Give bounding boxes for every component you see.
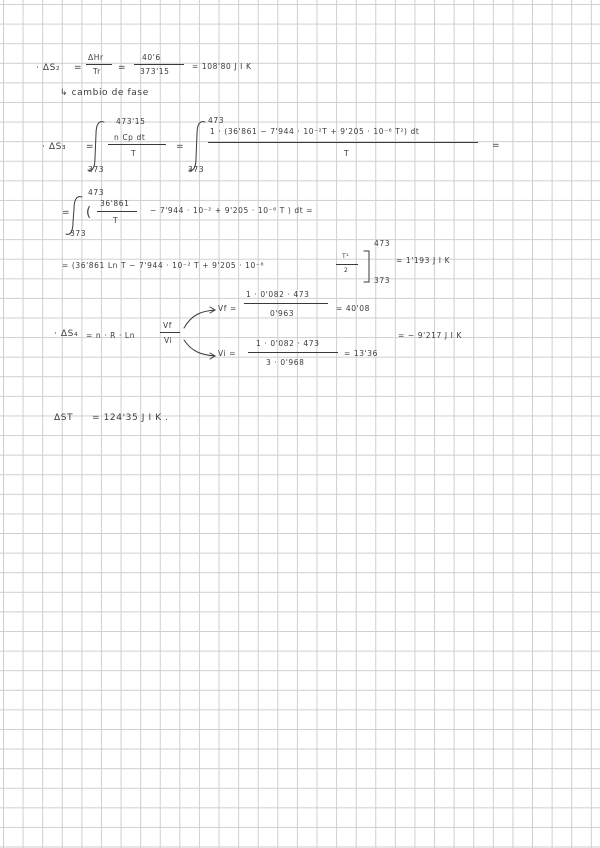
- line3-expression: = (36'861 Ln T − 7'944 · 10⁻² T + 9'205 · 10⁻⁶: [62, 261, 265, 270]
- line3-upper-limit: 473: [374, 239, 391, 248]
- ds2-value-denominator: 373'15: [140, 67, 170, 76]
- ds4-expression: = n · R · Ln: [86, 331, 136, 340]
- vf-numerator: 1 · 0'082 · 473: [246, 290, 310, 299]
- ds3-lower-limit-2: 373: [188, 165, 205, 174]
- line2-remaining-terms: − 7'944 · 10⁻² + 9'205 · 10⁻⁶ T ) dt =: [150, 206, 314, 215]
- ds3-fraction-bar-2: [208, 142, 478, 143]
- ds4-result: = − 9'217 J I K: [398, 331, 462, 340]
- ds3-integrand-denominator: T: [131, 149, 137, 158]
- ds2-fraction-bar-2: [134, 64, 184, 65]
- ds3-integrand-numerator: n Cp dt: [114, 133, 146, 142]
- ds2-equals-2: =: [118, 63, 127, 73]
- line2-fraction-numerator: 36'861: [100, 199, 130, 208]
- ds2-value-numerator: 40'6: [142, 53, 161, 62]
- line2-equals: =: [62, 208, 71, 218]
- vf-result: = 40'08: [336, 304, 371, 313]
- evaluation-bracket: [364, 251, 369, 282]
- vi-result: = 13'36: [344, 349, 379, 358]
- ds3-denominator-2: T: [344, 149, 350, 158]
- line3-result: = 1'193 J I K: [396, 256, 451, 265]
- ds4-fraction-bar: [160, 332, 180, 333]
- integral-sign-2: [189, 122, 205, 171]
- total-value: = 124'35 J I K .: [92, 413, 169, 423]
- ds3-equals: =: [86, 142, 95, 152]
- ds4-label: · ΔS₄: [54, 329, 79, 339]
- vi-fraction-bar: [248, 352, 338, 353]
- ds3-upper-limit: 473'15: [116, 117, 146, 126]
- line3-fraction-numerator: T²: [342, 253, 350, 260]
- line2-upper-limit: 473: [88, 188, 105, 197]
- line2-fraction-bar: [97, 211, 137, 212]
- ds2-equals: =: [74, 63, 83, 73]
- vi-denominator: 3 · 0'968: [266, 358, 305, 367]
- ds2-temperature-denominator: Tr: [93, 67, 101, 76]
- ds2-label: · ΔS₂: [36, 63, 61, 73]
- total-label: ΔST: [54, 413, 74, 423]
- ds3-lower-limit: 373: [88, 165, 105, 174]
- line2-open-paren: (: [86, 205, 92, 220]
- ds3-cp-expression: 1 · (36'861 − 7'944 · 10⁻²T + 9'205 · 10⁻⁶ T²) dt: [210, 127, 420, 136]
- line3-fraction-denominator: 2: [344, 267, 349, 274]
- ds4-volume-denominator: Vi: [164, 336, 173, 345]
- ds3-equals-2: =: [176, 142, 185, 152]
- ds2-note: ↳ cambio de fase: [60, 88, 149, 98]
- line2-fraction-denominator: T: [113, 216, 119, 225]
- ds2-enthalpy-numerator: ΔHr: [88, 53, 104, 62]
- line3-fraction-bar: [336, 264, 358, 265]
- ds3-fraction-bar: [108, 144, 166, 145]
- vf-fraction-bar: [244, 303, 328, 304]
- ds3-equals-3: =: [492, 141, 501, 151]
- ds3-label: · ΔS₃: [42, 142, 67, 152]
- line2-lower-limit: 373: [70, 229, 87, 238]
- ds4-volume-numerator: Vf: [163, 321, 172, 330]
- ds2-fraction-bar-1: [86, 64, 112, 65]
- ds2-result: = 108'80 J I K: [192, 62, 252, 71]
- ds3-upper-limit-2: 473: [208, 116, 225, 125]
- vi-label: Vi =: [218, 349, 237, 358]
- line3-lower-limit: 373: [374, 276, 391, 285]
- vf-denominator: 0'963: [270, 309, 295, 318]
- vi-numerator: 1 · 0'082 · 473: [256, 339, 320, 348]
- vf-label: Vf =: [218, 304, 237, 313]
